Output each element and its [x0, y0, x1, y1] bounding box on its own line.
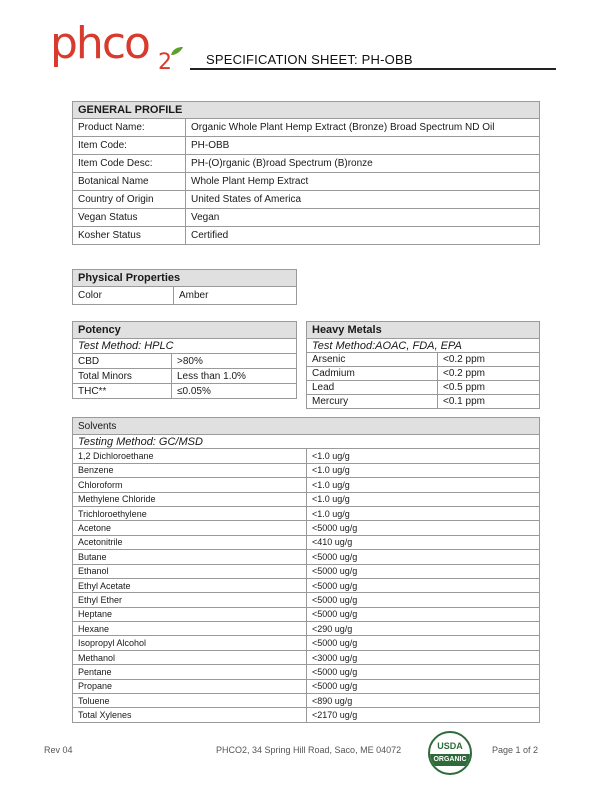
table-row — [73, 506, 540, 520]
row-label: Chloroform — [73, 478, 307, 492]
table-row — [73, 564, 540, 578]
row-value: <5000 ug/g — [307, 593, 540, 607]
heavy-metals-rows — [307, 353, 540, 409]
row-label: Total Xylenes — [73, 708, 307, 722]
row-value: <5000 ug/g — [307, 578, 540, 592]
table-row — [307, 381, 540, 395]
table-row — [73, 492, 540, 506]
row-label: Product Name: — [73, 119, 186, 137]
table-row — [73, 137, 540, 155]
row-label: Total Minors — [73, 369, 172, 384]
logo-subscript: 2 — [158, 50, 172, 75]
table-row — [73, 694, 540, 708]
potency-table — [72, 321, 297, 399]
row-value: <5000 ug/g — [307, 564, 540, 578]
row-label: Lead — [307, 381, 438, 395]
row-label: Methanol — [73, 650, 307, 664]
row-value: <5000 ug/g — [307, 665, 540, 679]
potency-rows — [73, 354, 297, 399]
row-label: Benzene — [73, 463, 307, 477]
table-row — [73, 354, 297, 369]
row-value: <3000 ug/g — [307, 650, 540, 664]
heavy-metals-test-method: Test Method:AOAC, FDA, EPA — [307, 339, 540, 353]
table-row — [73, 636, 540, 650]
row-label: Ethyl Ether — [73, 593, 307, 607]
table-row — [73, 679, 540, 693]
logo-text: phco — [50, 18, 149, 69]
table-row — [73, 535, 540, 549]
general-profile-table — [72, 101, 540, 245]
row-value: Vegan — [186, 209, 540, 227]
physical-properties-heading: Physical Properties — [73, 270, 297, 287]
seal-top-text: USDA — [437, 741, 463, 751]
row-label: Cadmium — [307, 367, 438, 381]
table-row — [73, 578, 540, 592]
row-value: <0.5 ppm — [438, 381, 540, 395]
potency-heading: Potency — [73, 322, 297, 339]
physical-properties-table — [72, 269, 297, 305]
physical-properties-rows — [73, 287, 297, 305]
row-label: Kosher Status — [73, 227, 186, 245]
table-row — [73, 155, 540, 173]
general-profile-heading: GENERAL PROFILE — [73, 102, 540, 119]
solvents-table — [72, 417, 540, 723]
row-label: Isopropyl Alcohol — [73, 636, 307, 650]
row-label: Propane — [73, 679, 307, 693]
table-row — [73, 209, 540, 227]
heavy-metals-heading: Heavy Metals — [307, 322, 540, 339]
row-value: United States of America — [186, 191, 540, 209]
row-value: Organic Whole Plant Hemp Extract (Bronze) Broad Spectrum ND Oil — [186, 119, 540, 137]
row-value: Less than 1.0% — [172, 369, 297, 384]
row-value: <1.0 ug/g — [307, 506, 540, 520]
row-value: <2170 ug/g — [307, 708, 540, 722]
row-value: <0.2 ppm — [438, 367, 540, 381]
row-label: Botanical Name — [73, 173, 186, 191]
table-row — [73, 449, 540, 463]
row-label: Arsenic — [307, 353, 438, 367]
general-profile-rows — [73, 119, 540, 245]
row-value: <5000 ug/g — [307, 636, 540, 650]
table-row — [73, 593, 540, 607]
row-label: Ethyl Acetate — [73, 578, 307, 592]
row-value: <890 ug/g — [307, 694, 540, 708]
revision-label: Rev 04 — [44, 745, 73, 755]
row-label: Country of Origin — [73, 191, 186, 209]
potency-test-method: Test Method: HPLC — [73, 339, 297, 354]
row-value: <1.0 ug/g — [307, 449, 540, 463]
usda-organic-seal — [428, 731, 472, 775]
table-row — [73, 665, 540, 679]
row-label: Item Code Desc: — [73, 155, 186, 173]
row-label: Ethanol — [73, 564, 307, 578]
row-value: <5000 ug/g — [307, 521, 540, 535]
table-row — [73, 119, 540, 137]
table-row — [73, 607, 540, 621]
row-value: <1.0 ug/g — [307, 463, 540, 477]
row-label: Vegan Status — [73, 209, 186, 227]
row-label: Acetonitrile — [73, 535, 307, 549]
company-logo — [50, 18, 190, 78]
table-row — [73, 550, 540, 564]
row-label: Acetone — [73, 521, 307, 535]
title-divider — [190, 68, 556, 70]
table-row — [307, 367, 540, 381]
row-label: Toluene — [73, 694, 307, 708]
table-row — [73, 478, 540, 492]
leaf-icon — [170, 46, 184, 56]
table-row — [73, 384, 297, 399]
row-label: Pentane — [73, 665, 307, 679]
table-row — [73, 369, 297, 384]
solvents-test-method: Testing Method: GC/MSD — [73, 435, 540, 449]
table-row — [73, 708, 540, 722]
company-address: PHCO2, 34 Spring Hill Road, Saco, ME 04072 — [216, 745, 402, 755]
table-row — [307, 395, 540, 409]
row-label: CBD — [73, 354, 172, 369]
row-label: Hexane — [73, 622, 307, 636]
row-label: Trichloroethylene — [73, 506, 307, 520]
row-value: <5000 ug/g — [307, 679, 540, 693]
row-label: 1,2 Dichloroethane — [73, 449, 307, 463]
row-value: <5000 ug/g — [307, 607, 540, 621]
row-label: Item Code: — [73, 137, 186, 155]
table-row — [73, 622, 540, 636]
row-value: <1.0 ug/g — [307, 478, 540, 492]
table-row — [307, 353, 540, 367]
solvents-heading: Solvents — [73, 418, 540, 435]
table-row — [73, 521, 540, 535]
row-label: Heptane — [73, 607, 307, 621]
row-value: ≤0.05% — [172, 384, 297, 399]
row-label: Mercury — [307, 395, 438, 409]
row-value: <5000 ug/g — [307, 550, 540, 564]
row-value: Amber — [174, 287, 297, 305]
page-number: Page 1 of 2 — [492, 745, 539, 755]
row-value: PH-OBB — [186, 137, 540, 155]
row-label: Methylene Chloride — [73, 492, 307, 506]
row-value: Certified — [186, 227, 540, 245]
table-row — [73, 227, 540, 245]
table-row — [73, 191, 540, 209]
seal-band-text: ORGANIC — [430, 754, 470, 766]
table-row — [73, 287, 297, 305]
row-value: PH-(O)rganic (B)road Spectrum (B)ronze — [186, 155, 540, 173]
solvents-rows — [73, 449, 540, 722]
table-row — [73, 173, 540, 191]
row-label: THC** — [73, 384, 172, 399]
row-value: <410 ug/g — [307, 535, 540, 549]
row-value: Whole Plant Hemp Extract — [186, 173, 540, 191]
row-value: <0.1 ppm — [438, 395, 540, 409]
table-row — [73, 650, 540, 664]
heavy-metals-table — [306, 321, 540, 409]
row-label: Color — [73, 287, 174, 305]
row-value: >80% — [172, 354, 297, 369]
row-label: Butane — [73, 550, 307, 564]
row-value: <290 ug/g — [307, 622, 540, 636]
table-row — [73, 463, 540, 477]
row-value: <1.0 ug/g — [307, 492, 540, 506]
row-value: <0.2 ppm — [438, 353, 540, 367]
page-title: SPECIFICATION SHEET: PH-OBB — [206, 52, 413, 67]
